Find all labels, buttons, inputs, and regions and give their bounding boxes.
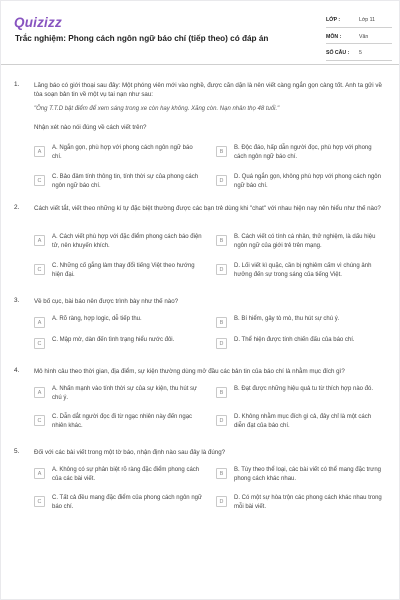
option-b[interactable]	[216, 466, 386, 483]
option-c[interactable]	[34, 262, 204, 279]
option-c[interactable]	[34, 413, 204, 430]
meta-value: Lớp 11	[359, 17, 375, 24]
option-c[interactable]	[34, 494, 204, 511]
option-text: B. Đạt được những hiệu quả tu từ thích hợp nào đó.	[234, 386, 374, 392]
header-divider	[1, 64, 399, 65]
option-text: A. Không có sự phân biệt rõ ràng đặc điểm phong cách của các bài viết.	[52, 467, 200, 482]
question-text: Về bố cục, bài báo nên được trình bày như thế nào?	[34, 298, 179, 305]
option-text: C. Dẫn dắt người đọc đi từ ngạc nhiên này đến ngạc nhiên khác.	[52, 414, 193, 429]
option-a[interactable]	[34, 144, 204, 161]
question-number: 3.	[14, 297, 20, 304]
option-text: A. Ngắn gọn, phù hợp với phong cách ngôn ngữ báo chí.	[52, 145, 193, 160]
worksheet-title: Trắc nghiệm: Phong cách ngôn ngữ báo chí (tiếp theo) có đáp án	[15, 34, 269, 43]
question-quote: "Ông T.T.D bật điểm để xem sáng trong xe còn hay không. Xăng còn. Nạn nhân thọ 48 tuổi."	[34, 106, 280, 112]
option-letter-box: D	[216, 415, 227, 426]
option-text: C. Bảo đảm tính thông tin, tính thời sự của phong cách ngôn ngữ báo chí.	[52, 174, 199, 189]
option-letter-box: C	[34, 415, 45, 426]
option-a[interactable]	[34, 315, 204, 328]
option-letter-box: B	[216, 387, 227, 398]
option-letter-box: D	[216, 338, 227, 349]
worksheet-meta	[326, 14, 392, 64]
option-letter-box: A	[34, 235, 45, 246]
option-text: D. Thể hiện được tính chiến đấu của báo chí.	[234, 337, 355, 343]
question-number: 4.	[14, 367, 20, 374]
option-d[interactable]	[216, 494, 386, 511]
meta-label: LỚP :	[326, 17, 341, 24]
meta-row-subject	[326, 31, 392, 45]
option-text: D. Có một sự hòa trộn các phong cách khác nhau trong mỗi bài viết.	[234, 495, 382, 510]
option-b[interactable]	[216, 315, 386, 328]
option-c[interactable]	[34, 173, 204, 190]
quizizz-logo: Quizizz	[14, 15, 62, 30]
option-d[interactable]	[216, 336, 386, 349]
option-text: C. Mập mờ, dàn đến tình trạng hiểu nước đôi.	[52, 337, 175, 343]
option-letter-box: B	[216, 468, 227, 479]
option-letter-box: A	[34, 146, 45, 157]
option-letter-box: C	[34, 338, 45, 349]
option-text: A. Cách viết phù hợp với đặc điểm phong cách báo điện tử, nên khuyến khích.	[52, 234, 202, 249]
option-letter-box: B	[216, 235, 227, 246]
option-text: B. Bí hiểm, gây tò mò, thu hút sự chú ý.	[234, 316, 340, 322]
meta-row-count	[326, 47, 392, 61]
option-text: B. Độc đáo, hấp dẫn người đọc, phù hợp với phong cách ngôn ngữ báo chí.	[234, 145, 372, 160]
option-b[interactable]	[216, 144, 386, 161]
option-text: C. Tất cả đều mang đặc điểm của phong cách ngôn ngữ báo chí.	[52, 495, 203, 510]
option-text: A. Nhấn mạnh vào tính thời sự của sự kiện, thu hút sự chú ý.	[52, 386, 198, 401]
option-d[interactable]	[216, 413, 386, 430]
question-text: Mô hình câu theo thời gian, địa điểm, sự kiện thường dùng mở đầu các bản tin của báo chí là nhằm mục đích gì?	[34, 368, 345, 375]
meta-label: SỐ CÂU :	[326, 50, 350, 57]
meta-value: Văn	[359, 33, 369, 40]
option-d[interactable]	[216, 262, 386, 279]
question-text: Cách viết tắt, viết theo những kí tự đặc biệt thường được các bạn trẻ dùng khi "chat" với nhau hiện nay nên hiểu như thế nào?	[34, 205, 381, 212]
option-letter-box: C	[34, 175, 45, 186]
option-a[interactable]	[34, 385, 204, 402]
option-text: B. Cách viết có tính cá nhân, thử nghiệm, là dấu hiệu ngôn ngữ của giới trẻ trên mạng.	[234, 234, 376, 249]
option-b[interactable]	[216, 233, 386, 250]
option-text: B. Tùy theo thể loại, các bài viết có thể mang đặc trưng phong cách khác nhau.	[234, 467, 381, 482]
meta-row-class	[326, 14, 392, 28]
option-d[interactable]	[216, 173, 386, 190]
option-letter-box: D	[216, 175, 227, 186]
question-text: Đối với các bài viết trong một tờ báo, nhận định nào sau đây là đúng?	[34, 449, 226, 456]
option-letter-box: C	[34, 496, 45, 507]
option-letter-box: D	[216, 264, 227, 275]
option-c[interactable]	[34, 336, 204, 349]
option-letter-box: A	[34, 387, 45, 398]
question-number: 1.	[14, 81, 20, 88]
worksheet-header	[1, 1, 399, 65]
option-text: D. Lối viết kì quặc, cần bị nghiêm cấm vì chúng ảnh hưởng đến sự trong sáng của tiếng Việt.	[234, 263, 372, 278]
option-letter-box: C	[34, 264, 45, 275]
option-text: D. Quá ngắn gọn, không phù hợp với phong cách ngôn ngữ báo chí.	[234, 174, 381, 189]
option-letter-box: A	[34, 468, 45, 479]
option-a[interactable]	[34, 233, 204, 250]
option-text: C. Những cố gắng làm thay đổi tiếng Việt theo hướng hiện đại.	[52, 263, 195, 278]
option-b[interactable]	[216, 385, 386, 398]
option-text: D. Không nhằm mục đích gì cả, đây chỉ là một cách diễn đạt của báo chí.	[234, 414, 372, 429]
question-text: Lăng báo có giới thoại sau đây: Một phóng viên mới vào nghề, được căn dặn là nên viết càng ngắn gọn càng tốt. Anh ta gửi về tòa soạn bản tin về một vụ tai nạn như sau:	[34, 82, 382, 98]
option-a[interactable]	[34, 466, 204, 483]
question-prompt: Nhận xét nào nói đúng về cách viết trên?	[34, 124, 147, 131]
meta-label: MÔN :	[326, 33, 342, 40]
question-number: 2.	[14, 204, 20, 211]
question-number: 5.	[14, 448, 20, 455]
option-letter-box: D	[216, 496, 227, 507]
option-letter-box: B	[216, 317, 227, 328]
option-text: A. Rõ ràng, hợp logic, dễ tiếp thu.	[52, 316, 142, 322]
option-letter-box: B	[216, 146, 227, 157]
option-letter-box: A	[34, 317, 45, 328]
meta-value: 5	[359, 50, 362, 57]
worksheet-page	[1, 1, 399, 599]
